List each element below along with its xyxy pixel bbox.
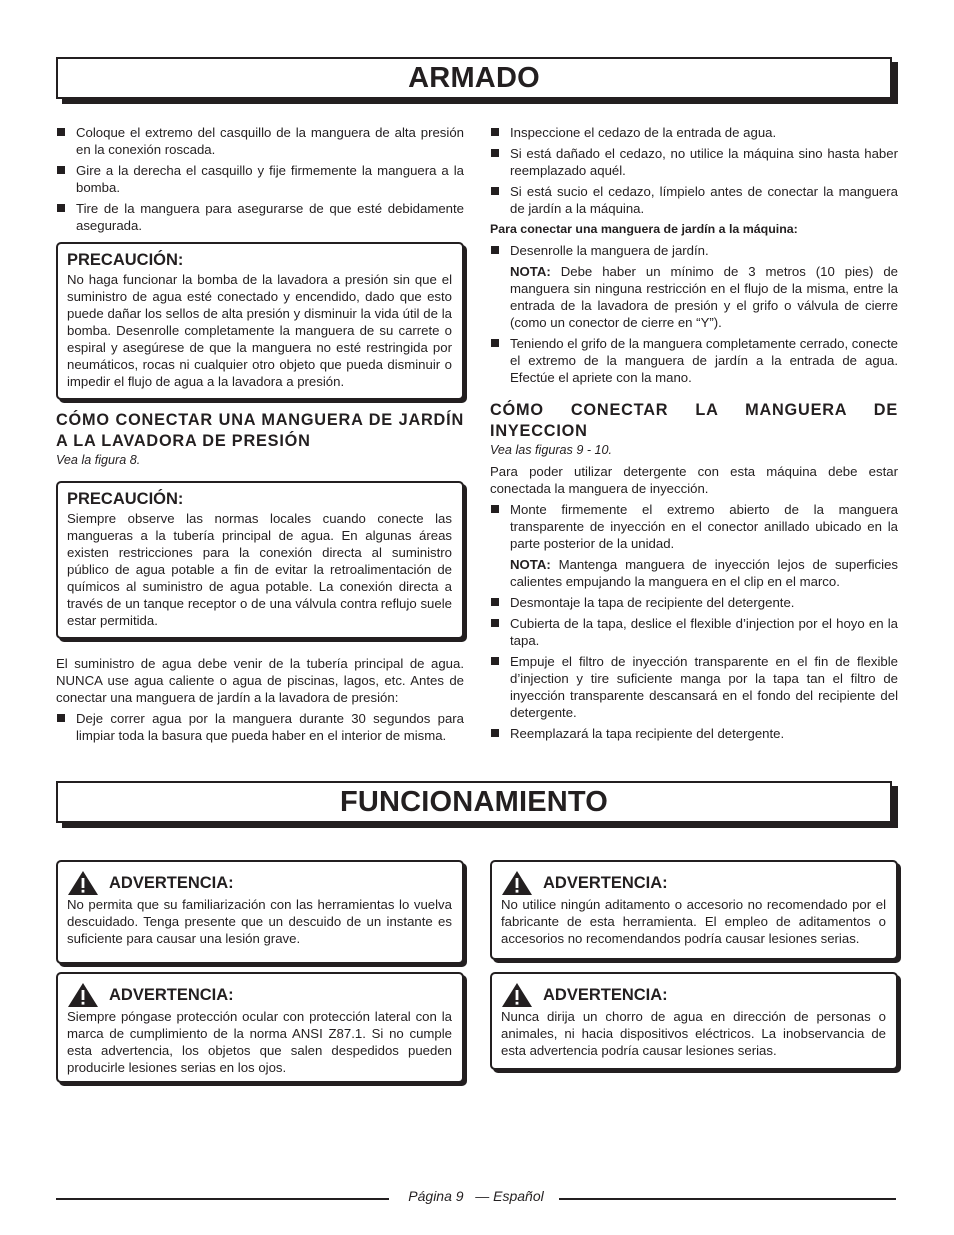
warning-box-water-jet: [490, 972, 898, 1070]
warning-triangle-icon: [501, 982, 533, 1008]
armado-title: ARMADO: [408, 62, 540, 94]
list-item: Gire a la derecha el casquillo y fije firmemente la manguera a la bomba.: [56, 162, 464, 196]
flush-steps-list: [56, 710, 464, 744]
water-supply-paragraph: El suministro de agua debe venir de la tubería principal de agua. NUNCA use agua caliente o agua de piscinas, lagos, etc. Antes de conectar una manguera de jardín a la lavadora de presión:: [56, 656, 464, 705]
warning-text: Siempre póngase protección ocular con protección lateral con la marca de cumplimiento de la norma ANSI Z87.1. Si no cumple esta advertencia, los objetos que salen despedidos pueden producirle lesiones serias en los ojos.: [67, 1009, 452, 1075]
caution-text: No haga funcionar la bomba de la lavadora a presión sin que el suministro de agua esté conectado y encendido, dado que esto puede dañar los sellos de alta presión y disminuir la vida útil de la bomba. Desenrolle completamente la manguera de su carrete o espiral y asegúrese de que la manguera no esté restringida por neumáticos, rocas ni cualquier otro objeto que pueda disminuir o impedir el flujo de agua a la lavadora a presión.: [67, 272, 452, 389]
armado-banner: [56, 57, 892, 99]
detergent-paragraph: Para poder utilizar detergente con esta máquina debe estar conectada la manguera de inyección.: [490, 464, 898, 496]
warning-triangle-icon: [67, 982, 99, 1008]
list-item: Monte firmemente el extremo abierto de la manguera transparente de inyección en el conector anillado ubicado en la parte posterior de la unidad.: [490, 501, 898, 552]
warning-text: Nunca dirija un chorro de agua en dirección de personas o animales, ni hacia dispositivos eléctricos. La inobservancia de esta advertencia podría causar lesiones serias.: [501, 1009, 886, 1058]
bullet-square-icon: [491, 505, 499, 513]
funcionamiento-title: FUNCIONAMIENTO: [339, 786, 609, 818]
strainer-steps-list: [490, 124, 898, 217]
bullet-square-icon: [491, 187, 499, 195]
footer-language: — Español: [475, 1188, 544, 1204]
page-footer: [56, 1188, 896, 1208]
armado-left-column: [56, 124, 464, 748]
section-title-garden-hose: CÓMO CONECTAR UNA MANGUERA DE JARDÍN A LA LAVADORA DE PRESIÓN: [56, 411, 464, 450]
warning-title: ADVERTENCIA:: [543, 874, 668, 892]
warning-text: No utilice ningún aditamento o accesorio no recomendado por el fabricante de esta herramienta. El empleo de aditamentos o accesorios no recomendandos podría causar lesiones serias.: [501, 897, 886, 946]
list-item: Inspeccione el cedazo de la entrada de agua.: [490, 124, 898, 141]
warning-box-eye-protection: [56, 972, 464, 1083]
list-item: Deje correr agua por la manguera durante 30 segundos para limpiar toda la basura que pueda haber en el interior de misma.: [56, 710, 464, 744]
bullet-square-icon: [491, 339, 499, 347]
connect-hose-heading: Para conectar una manguera de jardín a la máquina:: [490, 222, 798, 236]
connect-hose-list: [490, 242, 898, 259]
warning-triangle-icon: [67, 870, 99, 896]
bullet-square-icon: [491, 619, 499, 627]
list-item: Desenrolle la manguera de jardín.: [490, 242, 898, 259]
caution-text: Siempre observe las normas locales cuando conecte las mangueras a la tubería principal de agua. En algunas áreas existen restricciones para la conexión directa al suministro público de agua potable a fin de evitar la retroalimentación de químicos al suministro de agua potable. La conexión directa a través de un tanque receptor o de una válvula contra reflujo suele estar permitida.: [67, 511, 452, 628]
detergent-steps-list: [490, 594, 898, 742]
warning-title: ADVERTENCIA:: [109, 874, 234, 892]
warning-triangle-icon: [501, 870, 533, 896]
bullet-square-icon: [491, 729, 499, 737]
note-hose-length: NOTA: Debe haber un mínimo de 3 metros (10 pies) de manguera sin ninguna restricción en el flujo de la misma, entre la entrada de la lavadora de presión y el grifo o válvula de cierre (como un conector de cierre en “Y”).: [510, 264, 898, 330]
injection-steps-list: [490, 501, 898, 552]
armado-right-column: [490, 124, 898, 746]
note-injection-hose: NOTA: Mantenga manguera de inyección lejos de superficies calientes empujando la manguera en el clip en el marco.: [510, 557, 898, 589]
bullet-square-icon: [57, 128, 65, 136]
warning-box-familiarity: [56, 860, 464, 964]
funcionamiento-banner: [56, 781, 892, 823]
list-item: Si está dañado el cedazo, no utilice la máquina sino hasta haber reemplazado aquél.: [490, 145, 898, 179]
list-item: Teniendo el grifo de la manguera completamente cerrado, conecte el extremo de la manguera de jardín a la entrada de agua. Efectúe el apriete con la mano.: [490, 335, 898, 386]
figure-reference: Vea las figuras 9 - 10.: [490, 443, 613, 457]
list-item: Si está sucio el cedazo, límpielo antes de conectar la manguera de jardín a la máquina.: [490, 183, 898, 217]
warning-box-accessories: [490, 860, 898, 960]
caution-title: PRECAUCIÓN:: [67, 251, 184, 269]
bullet-square-icon: [57, 166, 65, 174]
bullet-square-icon: [491, 149, 499, 157]
connect-hose-list-2: [490, 335, 898, 386]
caution-box-regulations: [56, 481, 464, 639]
list-item: Desmontaje la tapa de recipiente del detergente.: [490, 594, 898, 611]
bullet-square-icon: [57, 714, 65, 722]
bullet-square-icon: [491, 246, 499, 254]
list-item: Tire de la manguera para asegurarse de que esté debidamente asegurada.: [56, 200, 464, 234]
list-item: Reemplazará la tapa recipiente del detergente.: [490, 725, 898, 742]
bullet-square-icon: [491, 598, 499, 606]
bullet-square-icon: [491, 657, 499, 665]
hose-steps-list: [56, 124, 464, 234]
warning-title: ADVERTENCIA:: [109, 986, 234, 1004]
list-item: Coloque el extremo del casquillo de la manguera de alta presión en la conexión roscada.: [56, 124, 464, 158]
warning-title: ADVERTENCIA:: [543, 986, 668, 1004]
section-title-injection-hose: CÓMO CONECTAR LA MANGUERA DE INYECCION: [490, 401, 898, 440]
caution-title: PRECAUCIÓN:: [67, 490, 184, 508]
warning-text: No permita que su familiarización con las herramientas lo vuelva descuidado. Tenga presente que un descuido de un instante es suficiente para causar una lesión grave.: [67, 897, 452, 946]
list-item: Cubierta de la tapa, deslice el flexible d’injection por el hoyo en la tapa.: [490, 615, 898, 649]
figure-reference: Vea la figura 8.: [56, 453, 141, 467]
bullet-square-icon: [57, 204, 65, 212]
caution-box-pump: [56, 242, 464, 400]
list-item: Empuje el filtro de inyección transparente en el fin de flexible d’injection y tire suficiente manga por la tapa tan el filtro de inyección transparente descansará en el fondo del recipiente del detergente.: [490, 653, 898, 721]
bullet-square-icon: [491, 128, 499, 136]
page-number: Página 9: [408, 1188, 464, 1204]
